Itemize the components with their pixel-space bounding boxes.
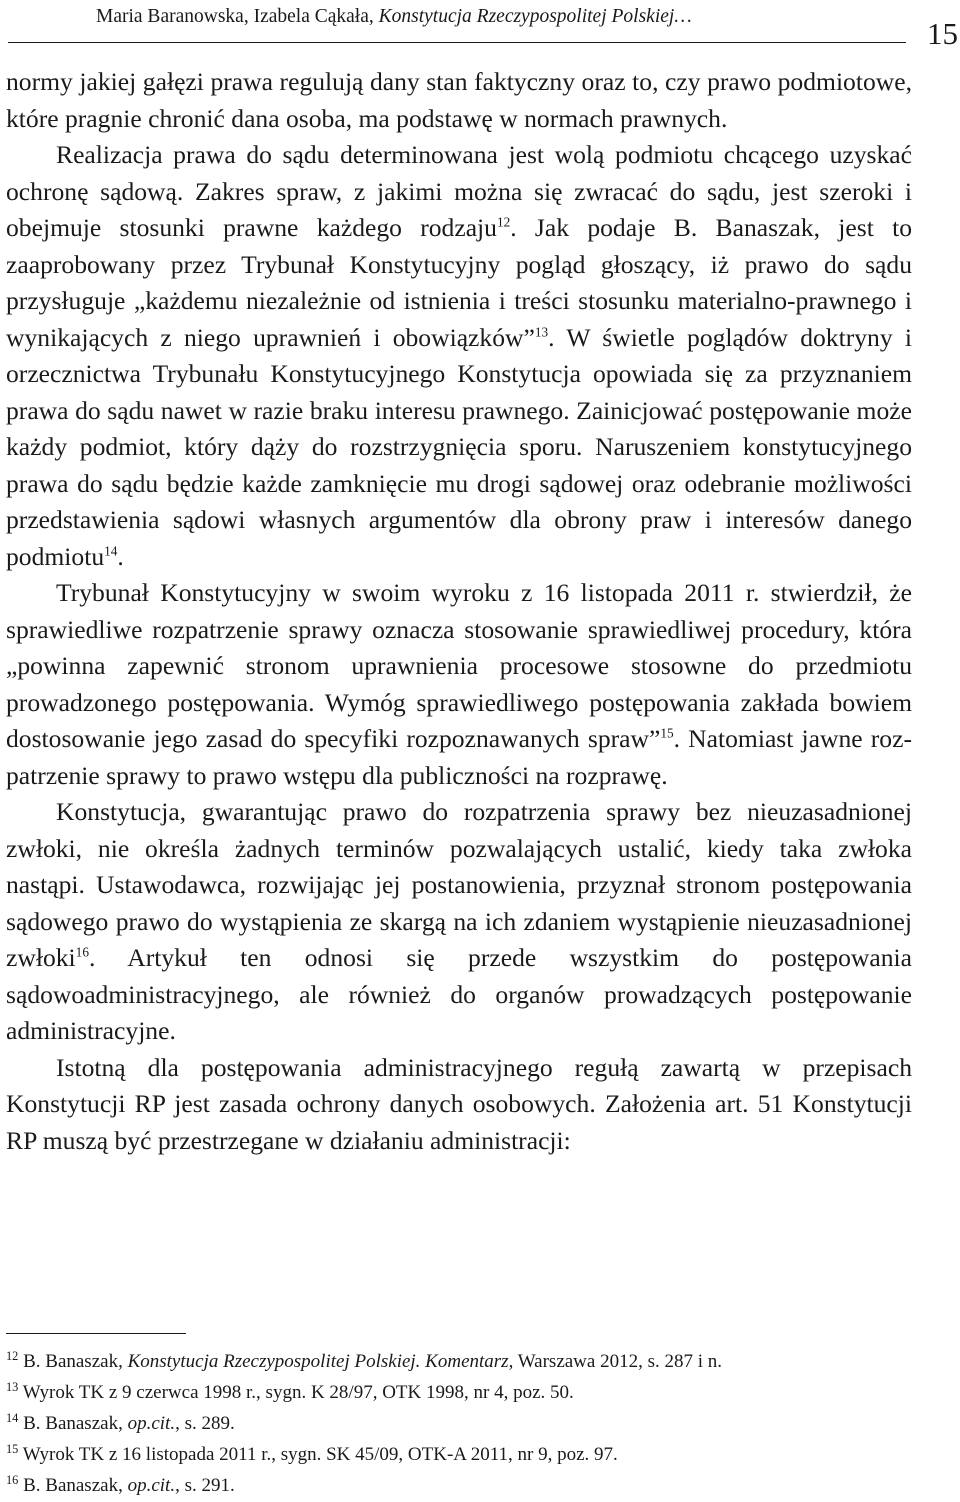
paragraph-4	[6, 794, 912, 1050]
paragraph-5	[6, 1050, 912, 1160]
footnote-text: B. Banaszak,	[23, 1351, 128, 1372]
running-head	[96, 6, 692, 28]
footnote-ref[interactable]: 12	[496, 214, 511, 230]
footnote-number: 14	[6, 1411, 19, 1426]
footnote-text: , s. 291.	[175, 1475, 235, 1496]
paragraph-text: normy jakiej gałęzi prawa regulują dany stan faktyczny oraz to, czy prawo podmiotowe, które pragnie chronić dana osoba, ma podstawę w normach prawnych.	[6, 67, 912, 133]
footnote-text: Wyrok TK z 9 czerwca 1998 r., sygn. K 28/97, OTK 1998, nr 4, poz. 50.	[22, 1382, 574, 1403]
footnote-text: B. Banaszak,	[23, 1413, 128, 1434]
footnote-ref[interactable]: 15	[660, 725, 674, 741]
paragraph-text: Realizacja prawa do sądu determinowana jest wolą podmiotu chcącego uzyskać ochronę sądową. Zakres spraw, z jakimi można się zwracać do sądu, jest szeroki i obejmuje stosunki prawne każdego rodzaju	[6, 140, 912, 242]
footnote-ref[interactable]: 16	[75, 944, 89, 960]
footnote-text: , s. 289.	[175, 1413, 235, 1434]
paragraph-3	[6, 575, 912, 794]
body-text	[6, 64, 912, 1159]
paragraph-text: . Artykuł ten odnosi się przede wszystkim do postępowania sądowoadministracyjnego, ale również do organów prowadzących postępowanie administracyjne.	[6, 943, 912, 1045]
footnote-italic: op.cit.	[127, 1475, 176, 1496]
footnote-number: 15	[6, 1442, 19, 1457]
paragraph-text: . W świetle poglądów doktryny i orzecznictwa Trybunału Konstytucyjnego Konstytucja opowiada się za przyznaniem prawa do sądu nawet w razie braku interesu prawnego. Zainicjować postępowanie może każdy podmiot, który dąży do rozstrzygnięcia sporu. Naruszeniem konstytucyjnego prawa do sądu będzie każde zamknięcie mu drogi sądowej oraz odebranie możliwości przedstawienia sądowi własnych argumentów dla obrony praw i interesów danego podmiotu	[6, 322, 912, 571]
page-header	[0, 0, 960, 60]
paragraph-text: . Natomiast jawne rozpatrzenie sprawy to prawo wstępu dla publiczności na rozprawę.	[6, 724, 912, 790]
footnote	[6, 1346, 912, 1377]
footnote	[6, 1470, 912, 1501]
footnote-number: 12	[6, 1349, 19, 1364]
page-number: 15	[927, 16, 958, 51]
footnote	[6, 1439, 912, 1470]
paragraph-text: .	[117, 541, 124, 571]
paragraph-2	[6, 137, 912, 575]
running-head-title: Konstytucja Rzeczypospolitej Polskiej…	[378, 6, 692, 27]
paragraph-text: Trybunał Konstytucyjny w swoim wyroku z 16 listopada 2011 r. stwierdził, że sprawiedliwe rozpatrzenie sprawy oznacza stosowanie sprawiedliwej procedury, która „powinna zapewnić stronom uprawnienia procesowe stosowne do przedmiotu prowadzonego postępowania. Wymóg sprawiedliwego postępowania zakłada bowiem dostosowanie jego zasad do specyfiki rozpoznawanych spraw”	[6, 578, 912, 753]
footnote-text: Wyrok TK z 16 listopada 2011 r., sygn. SK 45/09, OTK-A 2011, nr 9, poz. 97.	[22, 1444, 618, 1465]
footnote-ref[interactable]: 14	[104, 542, 118, 558]
paragraph-text: Istotną dla postępowania administracyjnego regułą zawartą w przepisach Konstytucji RP jest zasada ochrony danych osobowych. Założenia art. 51 Konstytucji RP muszą być przestrzegane w działaniu administracji:	[6, 1052, 912, 1155]
running-head-authors: Maria Baranowska, Izabela Cąkała,	[96, 6, 379, 27]
header-rule	[8, 42, 906, 43]
footnote-rule	[6, 1333, 186, 1334]
footnote-number: 16	[6, 1473, 19, 1488]
footnote	[6, 1377, 912, 1408]
paragraph-text: Konstytucja, gwarantując prawo do rozpatrzenia sprawy bez nieuzasadnionej zwłoki, nie określa żadnych terminów pozwalających ustalić, kiedy taka zwłoka nastąpi. Ustawodawca, rozwijając jej postanowienia, przyznał stronom postępowania sądowego prawo do wystąpienia ze skargą na ich zdaniem wystąpienie nieuzasadnionej zwłoki	[6, 797, 912, 972]
footnote-italic: Konstytucja Rzeczypospolitej Polskiej. Komentarz	[127, 1351, 509, 1372]
footnote-text: B. Banaszak,	[23, 1475, 128, 1496]
footnote-ref[interactable]: 13	[534, 323, 549, 339]
paragraph-1	[6, 64, 912, 137]
footnote-text: , Warszawa 2012, s. 287 i n.	[508, 1351, 723, 1372]
paragraph-text: . Jak podaje B. Banaszak, jest to zaaprobowany przez Trybunał Konstytucyjny pogląd głoszący, iż prawo do sądu przysługuje „każdemu niezależnie od istnienia i treści stosunku materialno-prawnego i wynikających z niego uprawnień i obowiązków”	[6, 213, 912, 352]
footnotes	[6, 1346, 912, 1501]
footnote-italic: op.cit.	[127, 1413, 176, 1434]
footnote	[6, 1408, 912, 1439]
footnote-number: 13	[6, 1380, 19, 1395]
